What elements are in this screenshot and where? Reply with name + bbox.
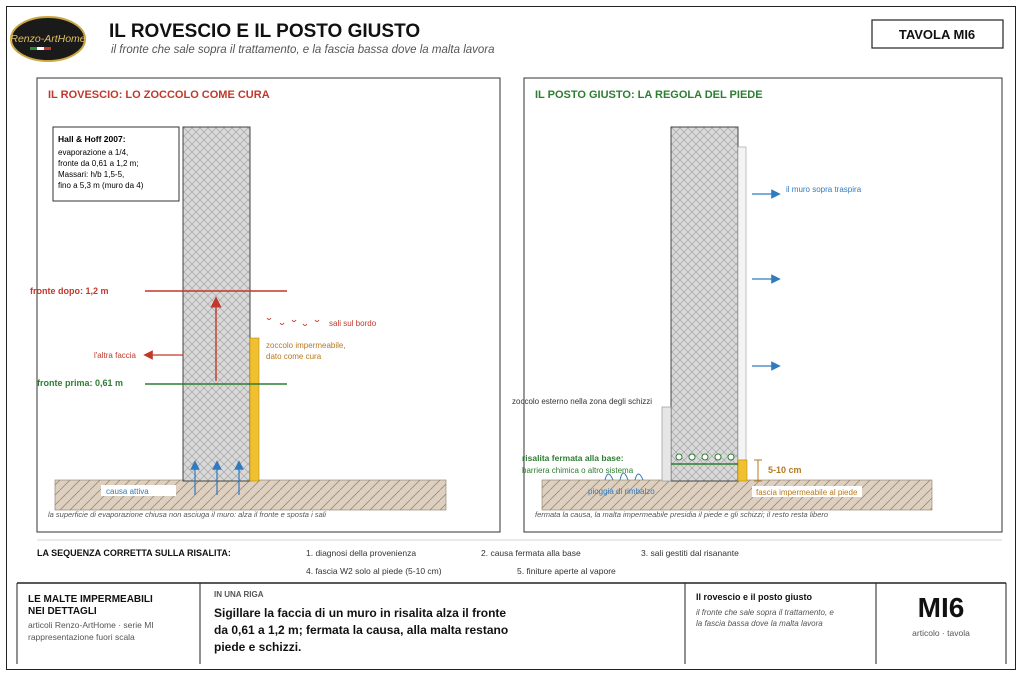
card-subtitle: la fascia bassa dove la malta lavora bbox=[696, 619, 823, 628]
external-plinth bbox=[662, 407, 671, 481]
sequence-step: 1. diagnosi della provenienza bbox=[306, 548, 417, 558]
reference-note-line: fino a 5,3 m (muro da 4) bbox=[58, 181, 144, 190]
sequence-step: 2. causa fermata alla base bbox=[481, 548, 581, 558]
barrier-label: barriera chimica o altro sistema bbox=[522, 466, 634, 475]
left-caption: la superficie di evaporazione chiusa non asciuga il muro: alza il fronte e sposta i sali bbox=[48, 510, 327, 519]
right-panel bbox=[524, 78, 1002, 532]
breathes-label: il muro sopra traspira bbox=[786, 185, 862, 194]
salts-label: sali sul bordo bbox=[329, 319, 377, 328]
rebound-label: pioggia di rimbalzo bbox=[588, 487, 655, 496]
waterproof-band bbox=[738, 460, 747, 481]
article-code-sub: articolo · tavola bbox=[912, 628, 970, 638]
oneline-text: piede e schizzi. bbox=[214, 640, 302, 654]
series-title: LE MALTE IMPERMEABILI bbox=[28, 594, 153, 605]
reference-note-line: Massari: h/b 1,5-5, bbox=[58, 170, 125, 179]
series-title: NEI DETTAGLI bbox=[28, 606, 97, 617]
breathable-render bbox=[738, 147, 746, 460]
right-panel-title: IL POSTO GIUSTO: LA REGOLA DEL PIEDE bbox=[535, 89, 763, 101]
page-title: IL ROVESCIO E IL POSTO GIUSTO bbox=[109, 21, 421, 42]
height-label: 5-10 cm bbox=[768, 465, 802, 475]
logo-text: Renzo-ArtHome bbox=[10, 33, 86, 45]
waterproof-plinth bbox=[250, 338, 259, 481]
sequence-label: LA SEQUENZA CORRETTA SULLA RISALITA: bbox=[37, 548, 231, 558]
oneline-text: da 0,61 a 1,2 m; fermata la causa, alla malta restano bbox=[214, 623, 509, 637]
sequence-step: 5. finiture aperte al vapore bbox=[517, 566, 616, 576]
logo bbox=[10, 17, 85, 61]
page-subtitle: il fronte che sale sopra il trattamento, e la fascia bassa dove la malta lavora bbox=[111, 44, 495, 56]
rise-stopped-label: risalita fermata alla base: bbox=[522, 453, 624, 463]
wall-section bbox=[671, 127, 738, 481]
oneline-label: IN UNA RIGA bbox=[214, 590, 264, 599]
plinth-label-1: zoccolo impermeabile, bbox=[266, 341, 346, 350]
sheet-code: TAVOLA MI6 bbox=[898, 27, 976, 42]
front-before-label: fronte prima: 0,61 m bbox=[37, 378, 124, 388]
series-subtitle: rappresentazione fuori scala bbox=[28, 632, 135, 642]
article-code: MI6 bbox=[917, 592, 965, 623]
other-face-label: l'altra faccia bbox=[94, 351, 136, 360]
series-subtitle: articoli Renzo-ArtHome · serie MI bbox=[28, 620, 154, 630]
card-subtitle: il fronte che sale sopra il trattamento, e bbox=[696, 608, 834, 617]
sequence-step: 3. sali gestiti dal risanante bbox=[641, 548, 739, 558]
external-plinth-label: zoccolo esterno nella zona degli schizzi bbox=[512, 397, 653, 406]
plinth-label-2: dato come cura bbox=[266, 352, 322, 361]
cause-label: causa attiva bbox=[106, 487, 149, 496]
sequence-step: 4. fascia W2 solo al piede (5-10 cm) bbox=[306, 566, 442, 576]
front-after-label: fronte dopo: 1,2 m bbox=[30, 286, 109, 296]
right-caption: fermata la causa, la malta impermeabile presidia il piede e gli schizzi; il resto resta libero bbox=[535, 510, 829, 519]
card-title: Il rovescio e il posto giusto bbox=[696, 592, 813, 602]
reference-note-line: fronte da 0,61 a 1,2 m; bbox=[58, 159, 139, 168]
reference-note-line: evaporazione a 1/4, bbox=[58, 148, 129, 157]
oneline-text: Sigillare la faccia di un muro in risalita alza il fronte bbox=[214, 606, 507, 620]
left-panel-title: IL ROVESCIO: LO ZOCCOLO COME CURA bbox=[48, 89, 270, 101]
reference-note-title: Hall & Hoff 2007: bbox=[58, 134, 126, 144]
band-label: fascia impermeabile al piede bbox=[756, 488, 858, 497]
